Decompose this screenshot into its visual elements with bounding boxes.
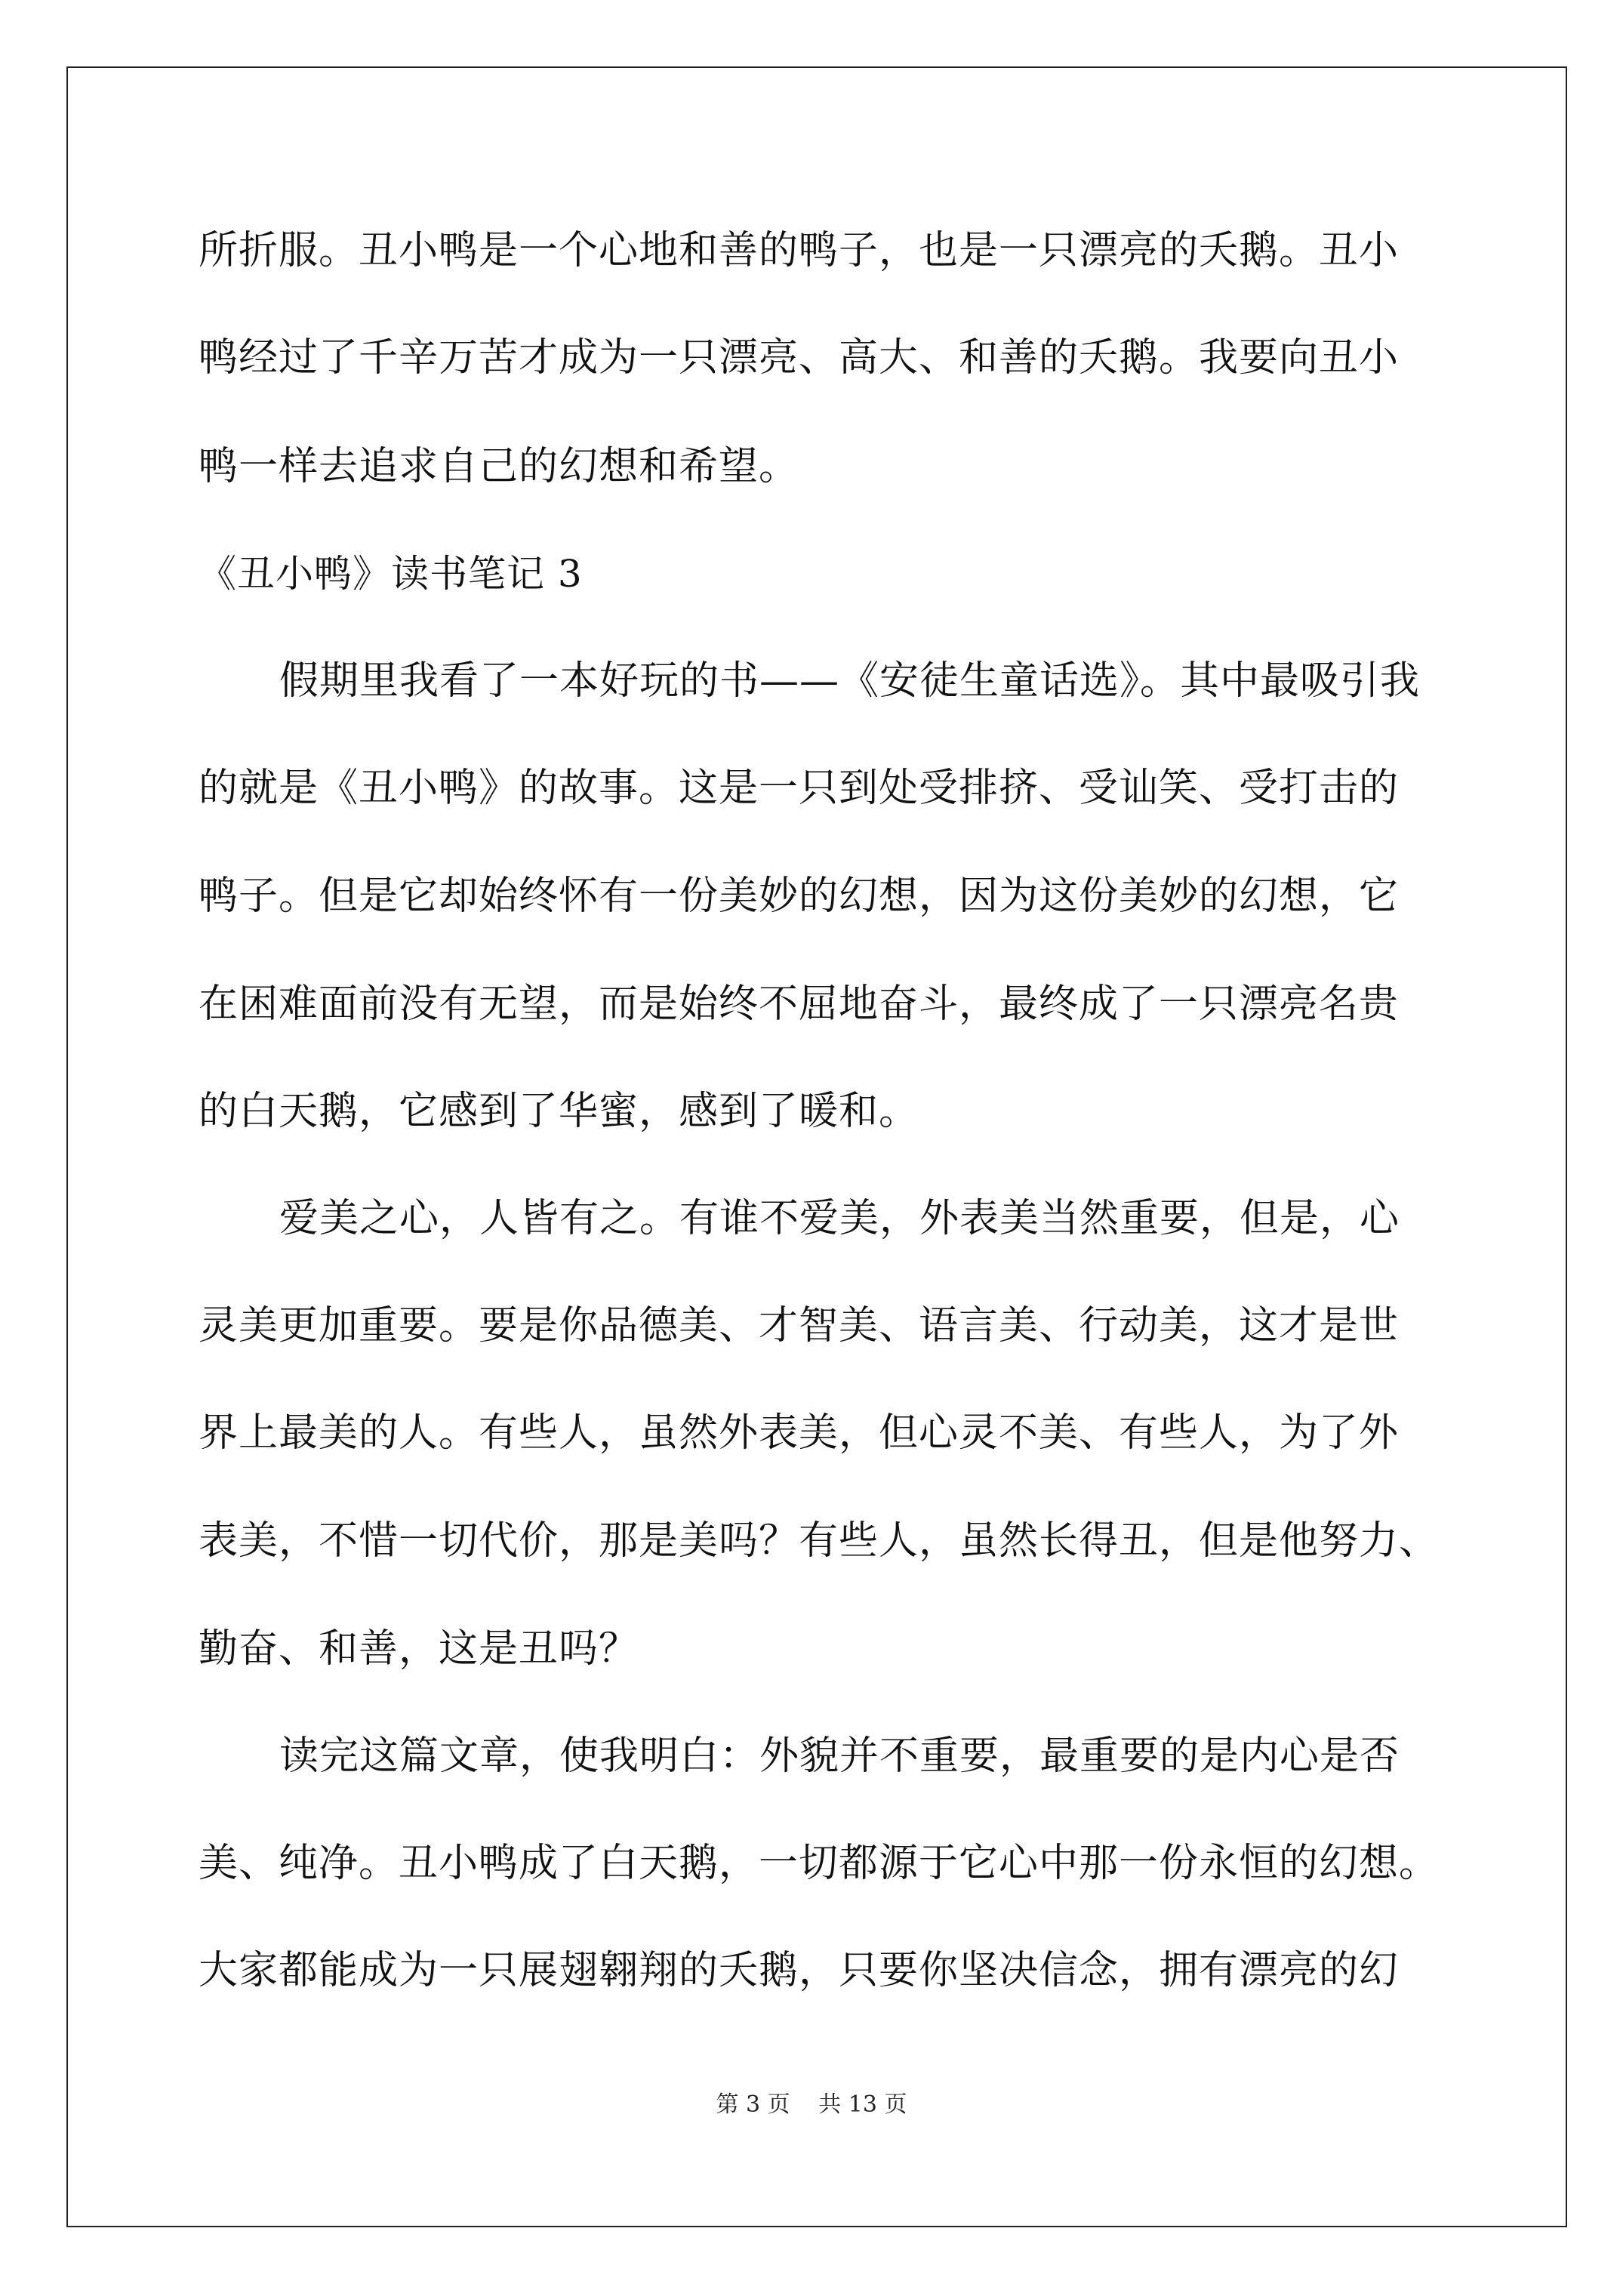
text-line: 大家都能成为一只展翅翱翔的夭鹅，只要你坚决信念，拥有漂亮的幻 bbox=[199, 1948, 1400, 1993]
paragraph-first-line: 读完这篇文章，使我明白：外貌并不重要，最重要的是内心是否 bbox=[279, 1734, 1400, 1779]
text-line: 灵美更加重要。要是你品德美、才智美、语言美、行动美，这才是世 bbox=[199, 1303, 1400, 1348]
text-line: 美、纯净。丑小鸭成了白天鹅，一切都源于它心中那一份永恒的幻想。 bbox=[199, 1841, 1440, 1886]
text-line: 勤奋、和善，这是丑吗？ bbox=[199, 1626, 639, 1672]
paragraph-first-line: 假期里我看了一本好玩的书——《安徒生童话选》。其中最吸引我 bbox=[279, 658, 1421, 704]
text-line: 表美，不惜一切代价，那是美吗？有些人，虽然长得丑，但是他努力、 bbox=[199, 1518, 1440, 1564]
text-line: 所折服。丑小鸭是一个心地和善的鸭子，也是一只漂亮的夭鹅。丑小 bbox=[199, 228, 1400, 273]
text-line: 鸭经过了千辛万苦才成为一只漂亮、高大、和善的夭鹅。我要向丑小 bbox=[199, 335, 1400, 381]
text-line: 在困难面前没有无望，而是始终不屈地奋斗，最终成了一只漂亮名贵 bbox=[199, 982, 1400, 1027]
page-number: 第 3 页 bbox=[716, 2091, 790, 2118]
paragraph-first-line: 爱美之心，人皆有之。有谁不爱美，外表美当然重要，但是，心 bbox=[279, 1196, 1400, 1241]
section-heading: 《丑小鸭》读书笔记 3 bbox=[199, 552, 583, 596]
page-frame bbox=[66, 66, 1567, 2227]
page-total: 共 13 页 bbox=[818, 2091, 907, 2118]
text-line: 的就是《丑小鸭》的故事。这是一只到处受排挤、受讪笑、受打击的 bbox=[199, 766, 1400, 811]
text-line: 界上最美的人。有些人，虽然外表美，但心灵不美、有些人，为了外 bbox=[199, 1410, 1400, 1456]
text-line: 鸭子。但是它却始终怀有一份美妙的幻想，因为这份美妙的幻想，它 bbox=[199, 874, 1400, 919]
text-line: 鸭一样去追求自己的幻想和希望。 bbox=[199, 444, 799, 489]
text-line: 的白天鹅，它感到了华蜜，感到了暖和。 bbox=[199, 1089, 919, 1134]
page-footer bbox=[0, 2090, 1623, 2120]
